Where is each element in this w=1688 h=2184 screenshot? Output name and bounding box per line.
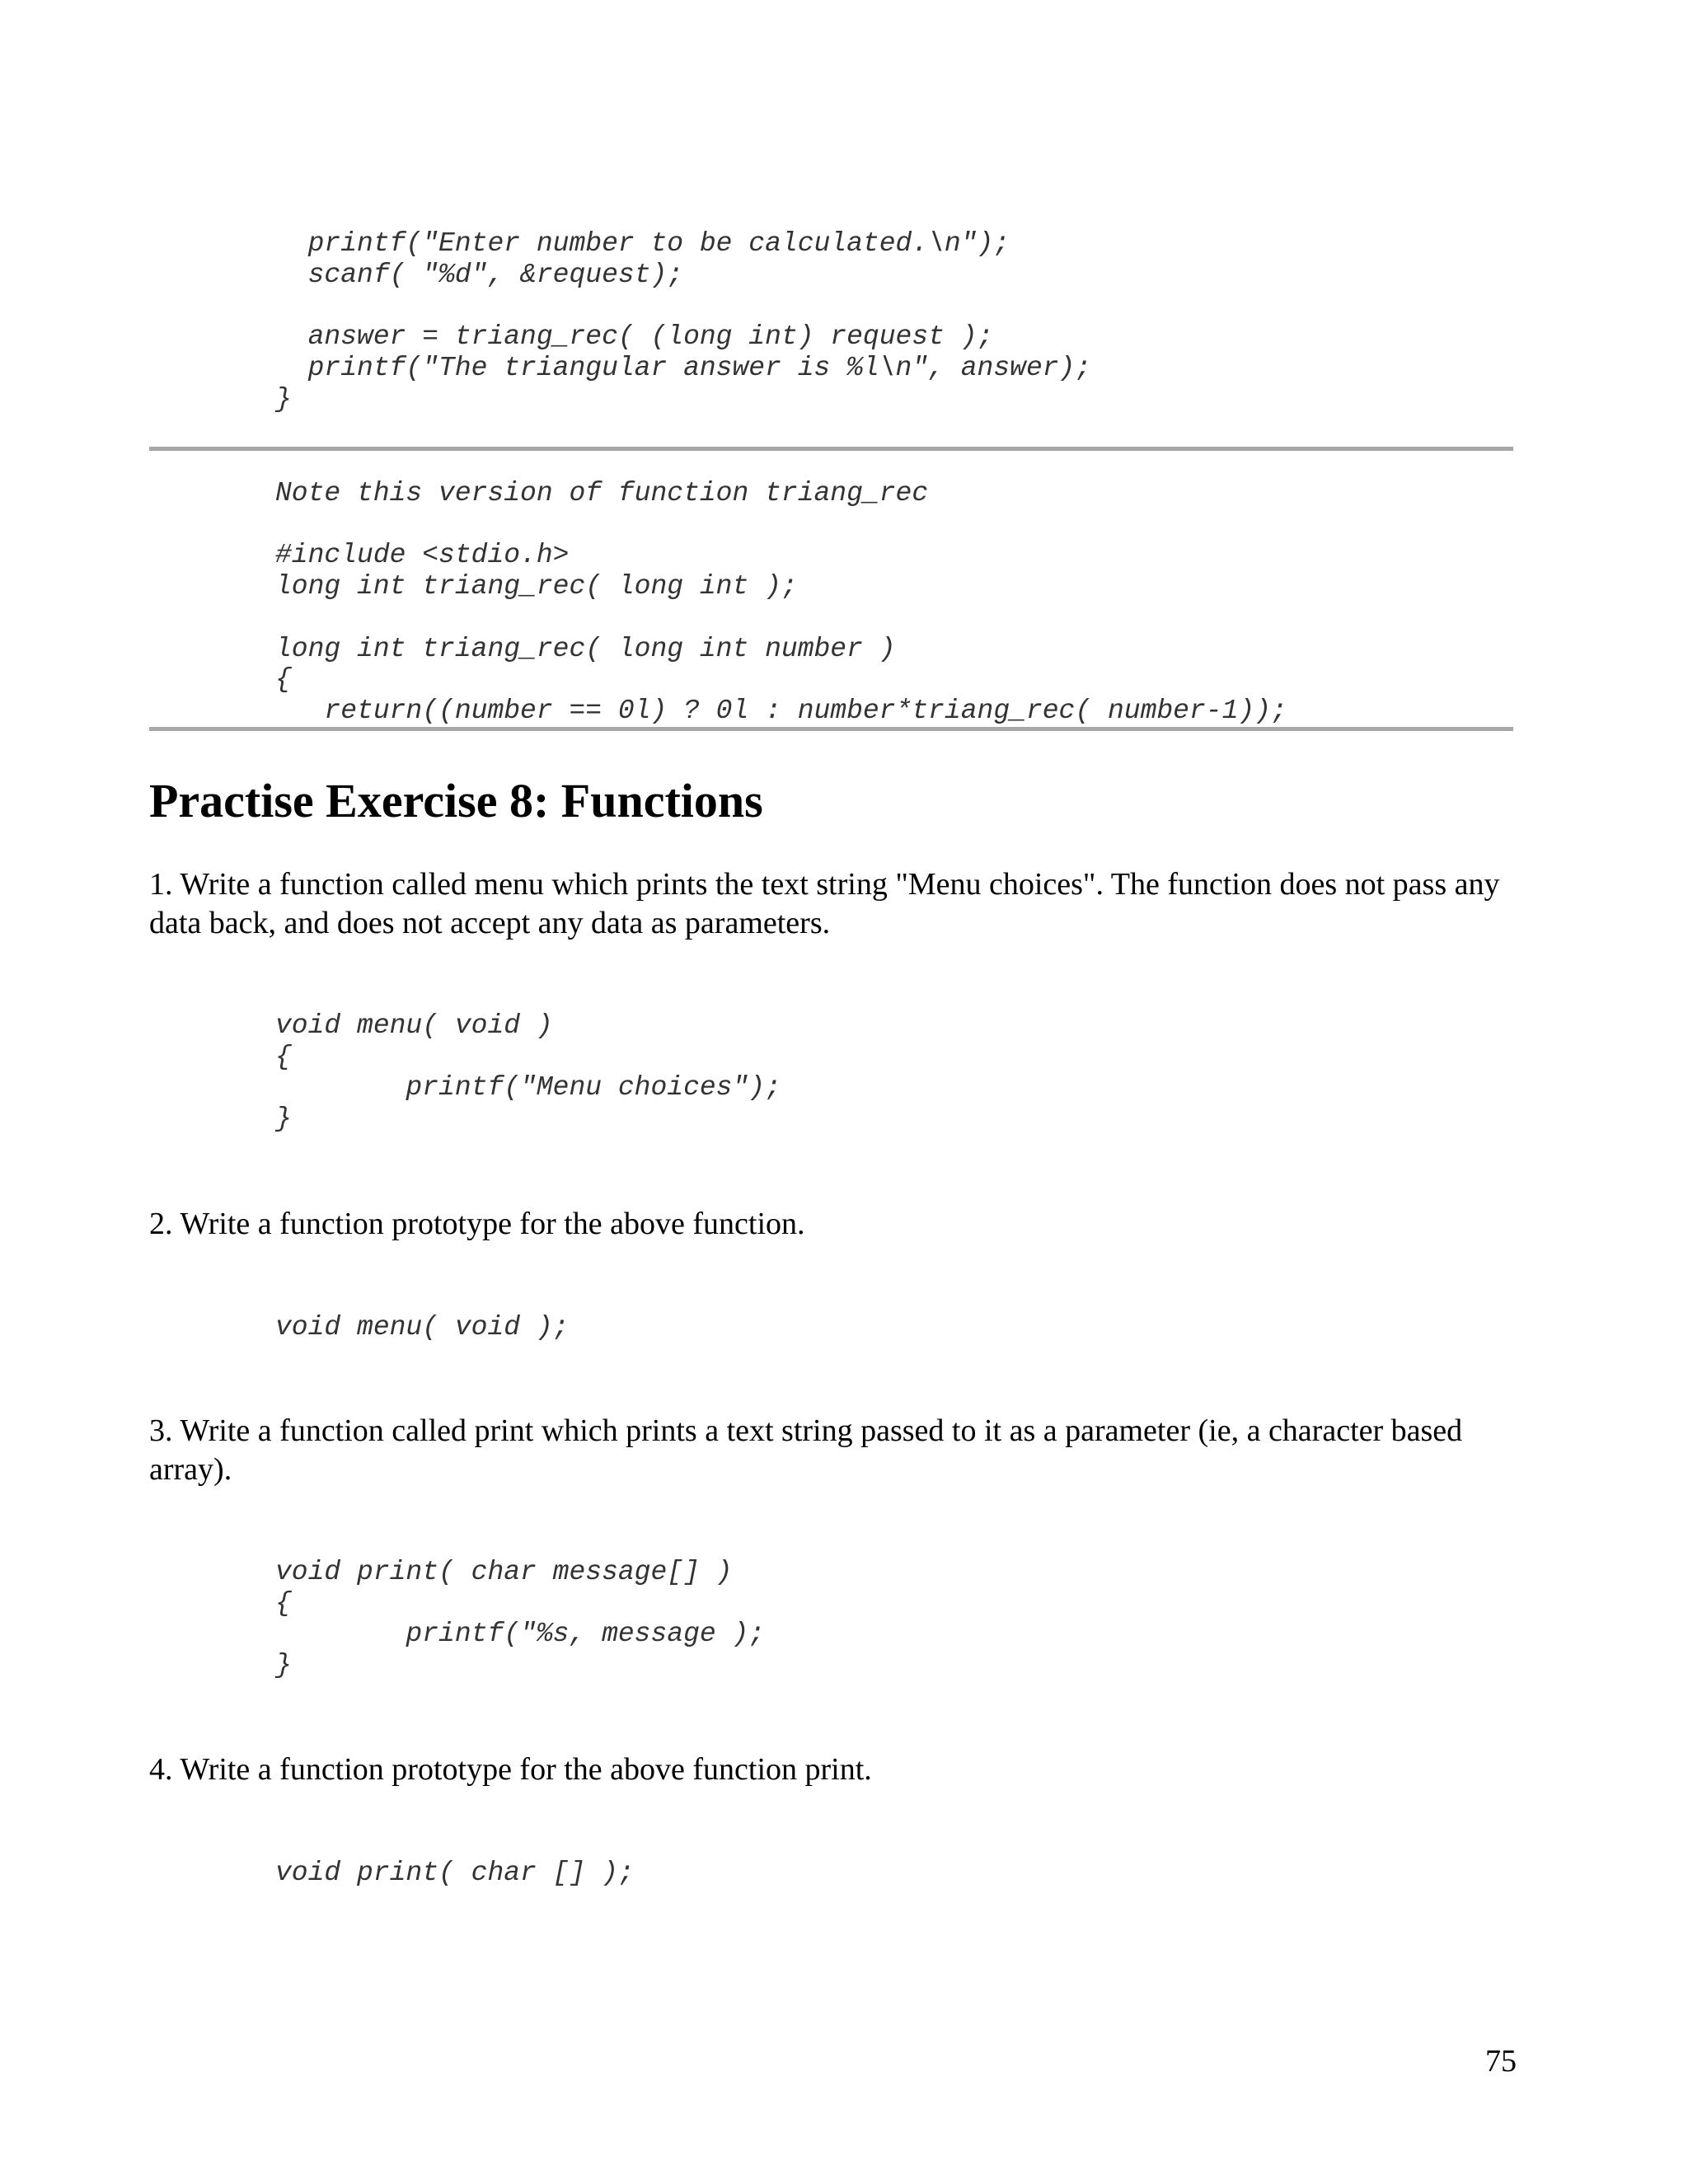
bottom-rule bbox=[149, 727, 1513, 731]
question-4-text: 4. Write a function prototype for the above function print. bbox=[149, 1752, 872, 1787]
code-continuation: printf("Enter number to be calculated.\n"); scanf( "%d", &request); answer = triang_rec( (long int) request ); printf("The triangular answer is %l\n", answer); } bbox=[275, 228, 1092, 415]
question-1-text: 1. Write a function called menu which prints the text string "Menu choices". The function does not pass any data back, and does not accept any data as parameters. bbox=[149, 867, 1500, 940]
question-3-text: 3. Write a function called print which prints a text string passed to it as a parameter (ie, a character based array). bbox=[149, 1413, 1463, 1487]
question-2-text: 2. Write a function prototype for the above function. bbox=[149, 1207, 805, 1241]
section-heading: Practise Exercise 8: Functions bbox=[149, 774, 763, 827]
question-1-code: void menu( void ) { printf("Menu choices"); } bbox=[275, 1010, 781, 1135]
page-number: 75 bbox=[1485, 2044, 1517, 2079]
boxed-code-snippet: Note this version of function triang_rec #include <stdio.h> long int triang_rec( long int ); long int triang_rec( long int number ) { return((number == 0l) ? 0l : number*triang_rec( number-1)); bbox=[275, 478, 1287, 726]
question-2-code: void menu( void ); bbox=[275, 1312, 570, 1343]
top-rule bbox=[149, 447, 1513, 451]
question-4-code: void print( char [] ); bbox=[275, 1858, 635, 1888]
question-3-code: void print( char message[] ) { printf("%s, message ); } bbox=[275, 1557, 766, 1681]
